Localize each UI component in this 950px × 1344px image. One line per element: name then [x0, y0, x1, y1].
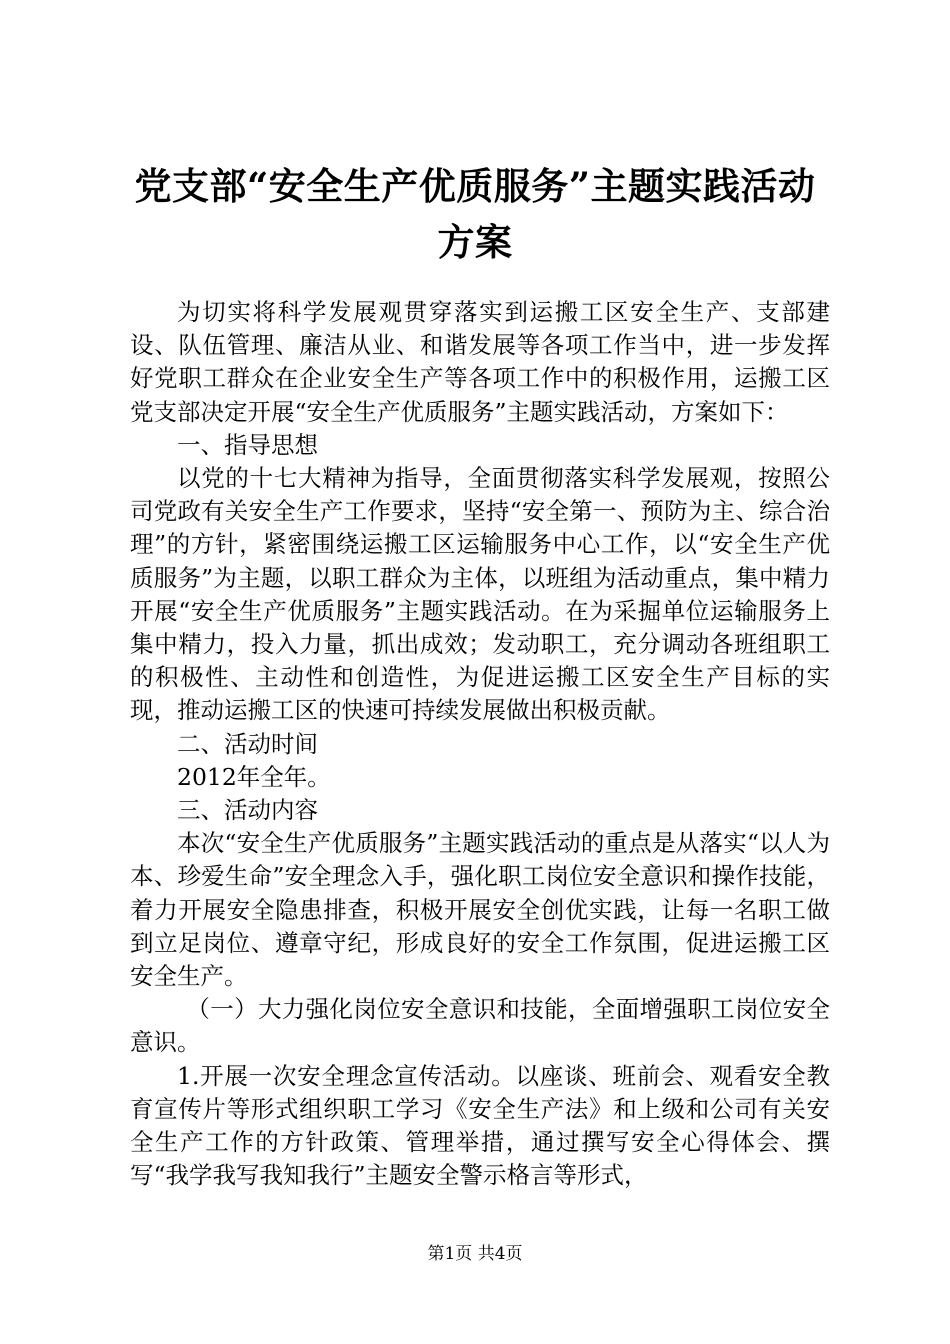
section-heading-activity-content: 三、活动内容	[177, 796, 318, 825]
section-heading-guiding-thought: 一、指导思想	[177, 430, 318, 459]
activity-time-paragraph: 2012年全年。	[177, 762, 331, 791]
section-heading-activity-time: 二、活动时间	[177, 729, 318, 758]
guiding-thought-paragraph: 以党的十七大精神为指导，全面贯彻落实科学发展观，按照公司党政有关安全生产工作要求，坚持“安全第一、预防为主、综合治理”的方针，紧密围绕运搬工区运输服务中心工作，以“安全生产优质服务”为主题，以职工群众为主体，以班组为活动重点，集中精力开展“安全生产优质服务”主题实践活动。在为采掘单位运输服务上集中精力，投入力量，抓出成效；发动职工，充分调动各班组职工的积极性、主动性和创造性，为促进运搬工区安全生产目标的实现，推动运搬工区的快速可持续发展做出积极贡献。	[130, 464, 830, 725]
item-1-paragraph: 1.开展一次安全理念宣传活动。以座谈、班前会、观看安全教育宣传片等形式组织职工学习《安全生产法》和上级和公司有关安全生产工作的方针政策、管理举措，通过撰写安全心得体会、撰写“我学我写我知我行”主题安全警示格言等形式，	[130, 1061, 830, 1190]
intro-paragraph: 为切实将科学发展观贯穿落实到运搬工区安全生产、支部建设、队伍管理、廉洁从业、和谐发展等各项工作当中，进一步发挥好党职工群众在企业安全生产等各项工作中的积极作用，运搬工区党支部决定开展“安全生产优质服务”主题实践活动，方案如下：	[130, 298, 830, 426]
document-body	[130, 296, 830, 1192]
page-number-footer: 第1页 共4页	[427, 1244, 523, 1264]
document-title: 党支部“安全生产优质服务”主题实践活动方案	[134, 164, 816, 264]
activity-content-paragraph: 本次“安全生产优质服务”主题实践活动的重点是从落实“以人为本、珍爱生命”安全理念入手，强化职工岗位安全意识和操作技能，着力开展安全隐患排查，积极开展安全创优实践，让每一名职工做到立足岗位、遵章守纪，形成良好的安全工作氛围，促进运搬工区安全生产。	[130, 829, 830, 991]
subsection-heading-1: （一）大力强化岗位安全意识和技能，全面增强职工岗位安全意识。	[130, 995, 830, 1057]
